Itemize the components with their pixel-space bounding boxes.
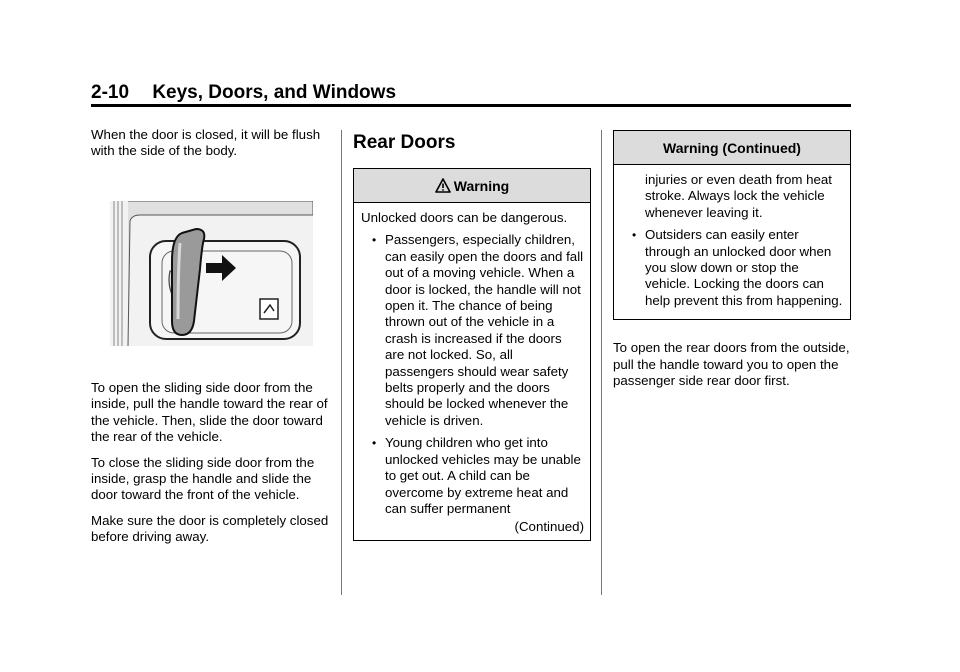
- warning-continuation: injuries or even death from heat stroke. Always lock the vehicle whenever leaving it.: [645, 172, 833, 220]
- warning-title: Warning: [453, 178, 510, 194]
- intro-paragraph: When the door is closed, it will be flush with the side of the body.: [91, 127, 321, 159]
- close-instructions: To close the sliding side door from the inside, grasp the handle and slide the door toward the front of the vehicle.: [91, 454, 315, 503]
- warning-title: Warning (Continued): [663, 140, 801, 156]
- warning-icon: [435, 172, 451, 206]
- warning-header: [354, 169, 590, 203]
- warning-bullet: • Young children who get into unlocked vehicles may be unable to get out. A child can be overcome by extreme heat and can suffer permanent: [361, 435, 584, 517]
- closed-reminder: Make sure the door is completely closed before driving away.: [91, 512, 329, 545]
- column-3: [613, 130, 851, 398]
- column-1: [91, 127, 331, 169]
- warning-bullet: • Passengers, especially children, can easily open the doors and fall out of a moving vehicle. When a door is locked, the handle will not open it. The chance of being thrown out of the vehicle in a crash is increased if the doors are not locked. So, all passengers should wear safety belts properly and the doors should be locked whenever the vehicle is driven.: [361, 232, 584, 429]
- warning-body: [614, 165, 850, 319]
- warning-bullet: • Outsiders can easily enter through an unlocked door when you slow down or stop the vehicle. Locking the doors can help prevent this from happening.: [621, 227, 844, 309]
- header-rule: [91, 104, 851, 107]
- chapter-title: Keys, Doors, and Windows: [152, 82, 397, 103]
- warning-box-continued: [613, 130, 851, 320]
- warning-lead: Unlocked doors can be dangerous.: [361, 210, 568, 225]
- page-number: 2-10: [91, 82, 130, 103]
- column-2: [353, 127, 591, 541]
- warning-box: [353, 168, 591, 541]
- page-header: [91, 82, 851, 104]
- warning-header: [614, 131, 850, 165]
- column-1-lower: [91, 380, 331, 555]
- sliding-door-handle-illustration: [110, 201, 313, 346]
- warning-body: [354, 203, 590, 540]
- continued-label: (Continued): [514, 519, 584, 535]
- rear-door-instructions: To open the rear doors from the outside, pull the handle toward you to open the passenger side rear door first.: [613, 340, 850, 389]
- open-instructions: To open the sliding side door from the inside, pull the handle toward the rear of the vehicle. Then, slide the door toward the rear of the vehicle.: [91, 380, 328, 445]
- column-divider: [601, 130, 602, 595]
- column-divider: [341, 130, 342, 595]
- section-title: Rear Doors: [353, 132, 456, 153]
